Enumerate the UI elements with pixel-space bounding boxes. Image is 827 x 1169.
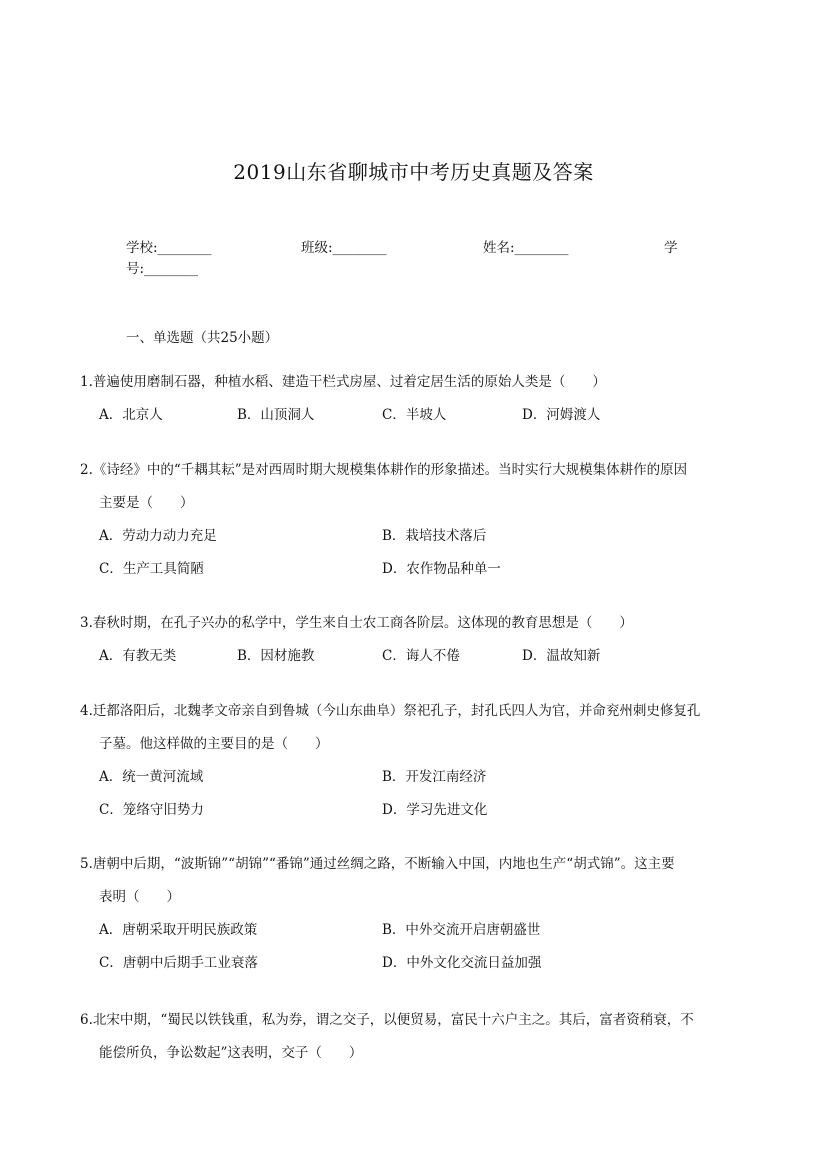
number-field-part2: 号:________ bbox=[126, 261, 199, 277]
number-field-part1: 学 bbox=[664, 240, 678, 256]
question-3 bbox=[80, 607, 752, 673]
question-text: 2.《诗经》中的“千耦其耘”是对西周时期大规模集体耕作的形象描述。当时实行大规模集体耕作的原因 bbox=[80, 462, 688, 478]
option-c: C．笼络守旧势力 bbox=[99, 802, 204, 818]
option-a: A．劳动力动力充足 bbox=[99, 528, 217, 544]
option-c: C．唐朝中后期手工业衰落 bbox=[99, 955, 258, 971]
question-text-continued: 主要是（ ） bbox=[99, 495, 194, 511]
question-2 bbox=[80, 454, 752, 586]
question-6 bbox=[80, 1004, 752, 1070]
option-c: C．生产工具简陋 bbox=[99, 561, 204, 577]
question-text-continued: 能偿所负，争讼数起”这表明，交子（ ） bbox=[99, 1045, 363, 1061]
option-d: D．农作物品种单一 bbox=[382, 561, 501, 577]
question-text: 3.春秋时期，在孔子兴办的私学中，学生来自士农工商各阶层。这体现的教育思想是（ ） bbox=[80, 615, 633, 631]
section-heading: 一、单选题（共25小题） bbox=[126, 330, 279, 346]
option-a: A．北京人 bbox=[99, 407, 163, 423]
option-b: B．因材施教 bbox=[237, 648, 315, 664]
options-row bbox=[80, 947, 752, 980]
question-stem bbox=[80, 1004, 752, 1070]
options-row bbox=[80, 399, 752, 432]
options-row bbox=[80, 553, 752, 586]
options-row bbox=[80, 520, 752, 553]
question-stem bbox=[80, 454, 752, 520]
option-c: C．诲人不倦 bbox=[382, 648, 460, 664]
question-stem bbox=[80, 366, 752, 399]
option-d: D．中外文化交流日益加强 bbox=[382, 955, 542, 971]
school-field: 学校:________ bbox=[126, 240, 212, 256]
question-4 bbox=[80, 695, 752, 827]
question-text: 1.普遍使用磨制石器，种植水稻、建造干栏式房屋、过着定居生活的原始人类是（ ） bbox=[80, 374, 606, 390]
option-a: A．有教无类 bbox=[99, 648, 177, 664]
option-b: B．山顶洞人 bbox=[237, 407, 315, 423]
option-c: C．半坡人 bbox=[382, 407, 447, 423]
option-a: A．统一黄河流域 bbox=[99, 769, 204, 785]
question-stem bbox=[80, 607, 752, 640]
option-b: B．开发江南经济 bbox=[382, 769, 487, 785]
question-1 bbox=[80, 366, 752, 432]
question-stem bbox=[80, 695, 752, 761]
question-5 bbox=[80, 848, 752, 980]
question-stem bbox=[80, 848, 752, 914]
option-b: B．中外交流开启唐朝盛世 bbox=[382, 922, 541, 938]
option-d: D．温故知新 bbox=[522, 648, 601, 664]
options-row bbox=[80, 794, 752, 827]
option-d: D．河姆渡人 bbox=[522, 407, 601, 423]
question-text: 4.迁都洛阳后，北魏孝文帝亲自到鲁城（今山东曲阜）祭祀孔子，封孔氏四人为官，并命兖州刺史修复孔 bbox=[80, 703, 701, 719]
option-d: D．学习先进文化 bbox=[382, 802, 488, 818]
option-a: A．唐朝采取开明民族政策 bbox=[99, 922, 258, 938]
options-row bbox=[80, 761, 752, 794]
options-row bbox=[80, 640, 752, 673]
class-field: 班级:________ bbox=[301, 240, 387, 256]
question-text: 5.唐朝中后期，“波斯锦”“胡锦”“番锦”通过丝绸之路，不断输入中国，内地也生产“胡式锦”。这主要 bbox=[80, 856, 675, 872]
page-title: 2019山东省聊城市中考历史真题及答案 bbox=[233, 160, 594, 184]
options-row bbox=[80, 914, 752, 947]
question-text-continued: 子墓。他这样做的主要目的是（ ） bbox=[99, 736, 329, 752]
question-text-continued: 表明（ ） bbox=[99, 889, 180, 905]
name-field: 姓名:________ bbox=[483, 240, 569, 256]
option-b: B．栽培技术落后 bbox=[382, 528, 487, 544]
question-text: 6.北宋中期，“蜀民以铁钱重，私为券，谓之交子，以便贸易，富民十六户主之。其后，富者资稍衰，不 bbox=[80, 1012, 694, 1028]
